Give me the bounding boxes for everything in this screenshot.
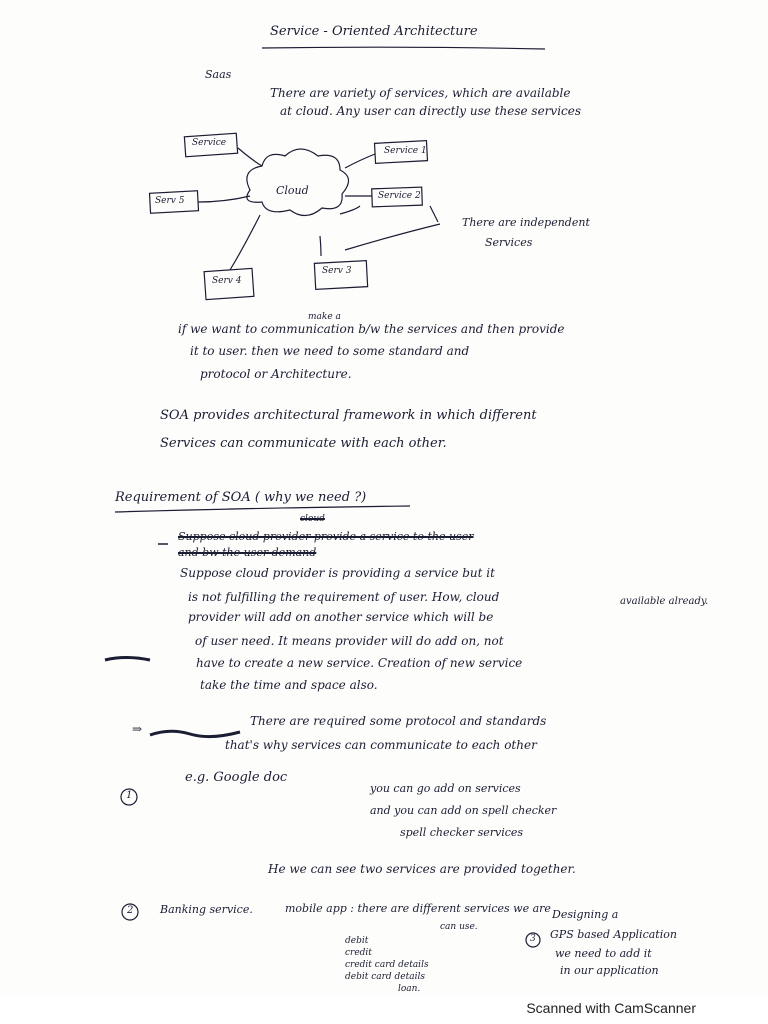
para2-line-2: Services can communicate with each other. bbox=[160, 436, 447, 451]
example2-can-use: can use. bbox=[440, 922, 478, 932]
req-line-1: Suppose cloud provider is providing a service but it bbox=[180, 566, 495, 580]
diagram-box-service-1: Service 1 bbox=[384, 146, 427, 156]
example3-line-1: Designing a bbox=[552, 908, 619, 921]
page-title: Service - Oriented Architecture bbox=[270, 24, 478, 39]
req-line-3: provider will add on another service which will be bbox=[188, 610, 494, 624]
example3-line-4: in our application bbox=[560, 964, 659, 977]
example1-label: e.g. Google doc bbox=[185, 770, 288, 785]
example2-item-credit-card: credit card details bbox=[345, 960, 429, 970]
arrow-line-2: that's why services can communicate to each other bbox=[225, 738, 537, 752]
diagram-note-line-2: Services bbox=[485, 236, 533, 249]
diagram-center-label: Cloud bbox=[276, 184, 309, 197]
req-line-2: is not fulfilling the requirement of user. How, cloud bbox=[188, 590, 500, 604]
diagram-box-serv-3: Serv 3 bbox=[322, 266, 352, 276]
example2-number: 2 bbox=[127, 905, 134, 916]
diagram-box-serv-4: Serv 4 bbox=[212, 276, 242, 286]
intro-line-1: There are variety of services, which are available bbox=[270, 86, 571, 100]
arrow-point-icon: ⇒ bbox=[132, 722, 143, 736]
saas-label: Saas bbox=[205, 68, 232, 81]
req-line-4: of user need. It means provider will do add on, not bbox=[195, 634, 504, 648]
example2-item-credit: credit bbox=[345, 948, 372, 958]
req-line-5: have to create a new service. Creation of new service bbox=[196, 656, 523, 670]
struck-line-1: Suppose cloud provider provide a service to the user bbox=[178, 530, 474, 543]
example2-item-debit: debit bbox=[345, 936, 369, 946]
example1-conclusion: He we can see two services are provided together. bbox=[268, 862, 576, 876]
section-heading: Requirement of SOA ( why we need ?) bbox=[115, 490, 367, 505]
example2-item-loan: loan. bbox=[398, 984, 421, 994]
example3-line-2: GPS based Application bbox=[550, 928, 677, 941]
para1-insert: make a bbox=[308, 312, 341, 322]
example2-item-debit-card: debit card details bbox=[345, 972, 425, 982]
intro-line-2: at cloud. Any user can directly use these services bbox=[280, 104, 582, 118]
example3-line-3: we need to add it bbox=[555, 947, 652, 960]
diagram-box-service-2: Service 2 bbox=[378, 191, 421, 201]
arrow-line-1: There are required some protocol and standards bbox=[250, 714, 547, 728]
diagram-note-line-1: There are independent bbox=[462, 216, 590, 229]
para1-line-1: if we want to communication b/w the services and then provide bbox=[178, 322, 565, 336]
struck-insert: cloud bbox=[300, 514, 325, 524]
diagram-box-service: Service bbox=[192, 138, 227, 148]
para2-line-1: SOA provides architectural framework in which different bbox=[160, 408, 537, 423]
example2-label: Banking service. bbox=[160, 903, 253, 916]
example2-app-line: mobile app : there are different services we are bbox=[285, 902, 551, 915]
req-line-insert: available already. bbox=[620, 596, 709, 607]
struck-line-2: and bw the user demand bbox=[178, 546, 317, 559]
para1-line-3: protocol or Architecture. bbox=[200, 367, 352, 381]
scanner-watermark: Scanned with CamScanner bbox=[526, 1000, 696, 1016]
example3-number: 3 bbox=[530, 934, 536, 944]
req-line-6: take the time and space also. bbox=[200, 678, 378, 692]
scanner-footer bbox=[0, 994, 768, 1024]
diagram-box-serv-5: Serv 5 bbox=[155, 196, 185, 206]
example1-number: 1 bbox=[126, 790, 133, 801]
example1-line-1: you can go add on services bbox=[370, 782, 521, 795]
example1-line-3: spell checker services bbox=[400, 826, 524, 839]
para1-line-2: it to user. then we need to some standard and bbox=[190, 344, 470, 358]
example1-line-2: and you can add on spell checker bbox=[370, 804, 557, 817]
